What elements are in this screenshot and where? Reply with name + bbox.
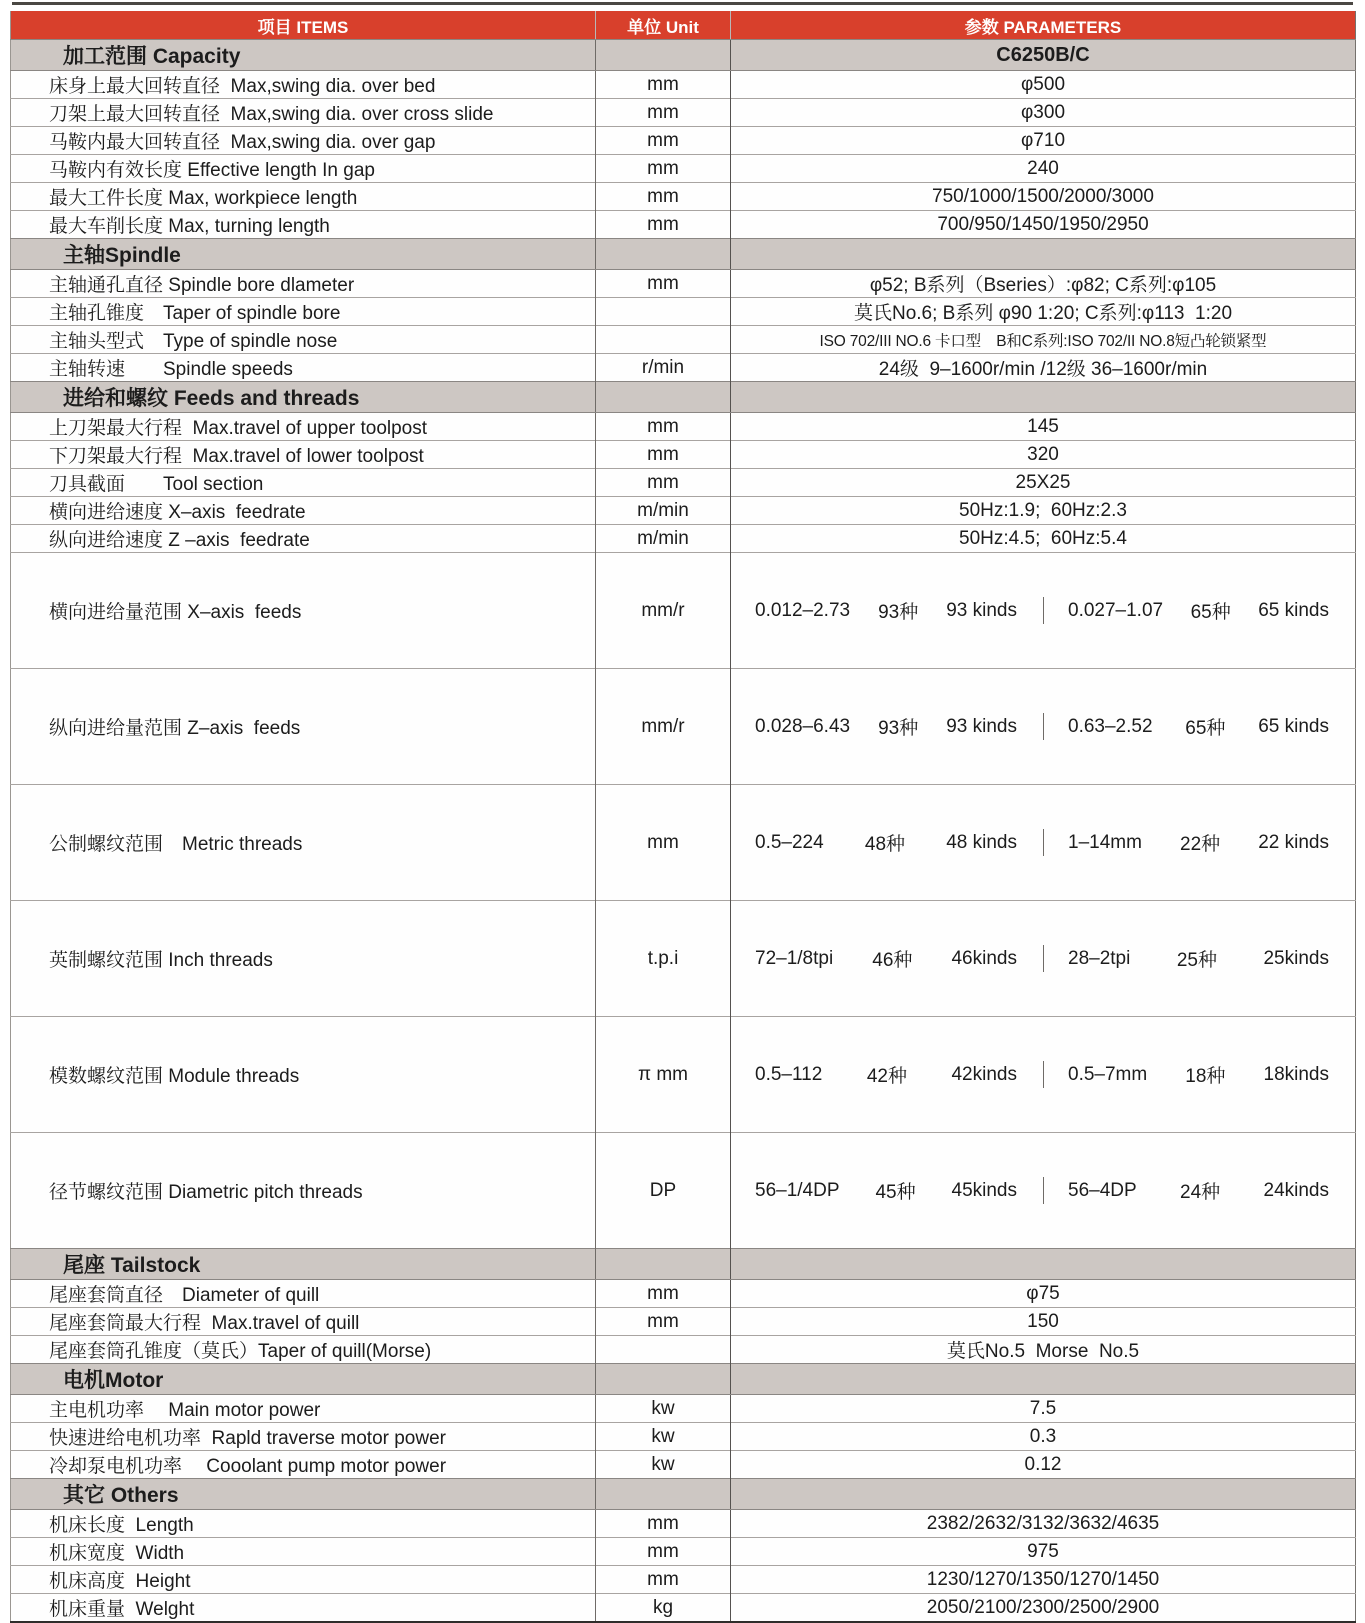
unit-cell: mm bbox=[596, 1510, 731, 1538]
kinds-count-cn: 93种 bbox=[878, 718, 919, 739]
item-cell: 床身上最大回转直径 Max,swing dia. over bed bbox=[11, 71, 596, 99]
param-cell: 2050/2100/2300/2500/2900 bbox=[731, 1594, 1356, 1623]
section-unit-cell bbox=[596, 382, 731, 413]
param-cell: φ52; B系列（Bseries）:φ82; C系列:φ105 bbox=[731, 270, 1356, 298]
param-cell: 50Hz:1.9; 60Hz:2.3 bbox=[731, 497, 1356, 525]
spec-row bbox=[11, 1451, 1356, 1479]
range-value: 56–1/4DP bbox=[755, 1179, 840, 1201]
kinds-count-cn: 24种 bbox=[1180, 1182, 1221, 1203]
unit-cell: mm bbox=[596, 1308, 731, 1336]
item-cell: 马鞍内最大回转直径 Max,swing dia. over gap bbox=[11, 127, 596, 155]
kinds-count-cn: 42种 bbox=[866, 1066, 907, 1087]
unit-cell: m/min bbox=[596, 525, 731, 553]
item-cell: 快速进给电机功率 Rapld traverse motor power bbox=[11, 1423, 596, 1451]
section-param: C6250B/C bbox=[731, 40, 1356, 71]
kinds-count-cn: 22种 bbox=[1180, 834, 1221, 855]
spec-row bbox=[11, 1566, 1356, 1594]
section-param bbox=[731, 382, 1356, 413]
param-cell: φ500 bbox=[731, 71, 1356, 99]
header-items: 项目 ITEMS bbox=[11, 11, 596, 40]
param-right-half bbox=[1043, 945, 1355, 972]
spec-row bbox=[11, 270, 1356, 298]
unit-cell: mm bbox=[596, 211, 731, 239]
unit-cell: kw bbox=[596, 1451, 731, 1479]
spec-table-body bbox=[11, 40, 1356, 1623]
item-cell: 主轴头型式 Type of spindle nose bbox=[11, 326, 596, 354]
item-cell: 主轴孔锥度 Taper of spindle bore bbox=[11, 298, 596, 326]
item-cell: 机床重量 Welght bbox=[11, 1594, 596, 1623]
section-row bbox=[11, 40, 1356, 71]
spec-row bbox=[11, 211, 1356, 239]
kinds-count-en: 65 kinds bbox=[1258, 599, 1329, 621]
item-cell: 纵向进给量范围 Z–axis feeds bbox=[11, 669, 596, 785]
unit-cell: mm bbox=[596, 270, 731, 298]
param-cell bbox=[731, 901, 1356, 1017]
header-parameters: 参数 PARAMETERS bbox=[731, 11, 1356, 40]
spec-row-split bbox=[11, 1133, 1356, 1249]
kinds-count-en: 25kinds bbox=[1263, 947, 1329, 969]
item-cell: 下刀架最大行程 Max.travel of lower toolpost bbox=[11, 441, 596, 469]
param-cell: 750/1000/1500/2000/3000 bbox=[731, 183, 1356, 211]
param-cell: 2382/2632/3132/3632/4635 bbox=[731, 1510, 1356, 1538]
kinds-count-cn: 93种 bbox=[878, 602, 919, 623]
unit-cell: mm bbox=[596, 413, 731, 441]
param-cell: 700/950/1450/1950/2950 bbox=[731, 211, 1356, 239]
spec-row bbox=[11, 1423, 1356, 1451]
header-unit: 单位 Unit bbox=[596, 11, 731, 40]
item-cell: 机床长度 Length bbox=[11, 1510, 596, 1538]
param-cell: 50Hz:4.5; 60Hz:5.4 bbox=[731, 525, 1356, 553]
param-left-half bbox=[731, 713, 1043, 740]
section-label: 进给和螺纹 Feeds and threads bbox=[11, 382, 596, 413]
item-cell: 英制螺纹范围 Inch threads bbox=[11, 901, 596, 1017]
unit-cell: mm bbox=[596, 183, 731, 211]
param-left-half bbox=[731, 1177, 1043, 1204]
section-label: 电机Motor bbox=[11, 1364, 596, 1395]
kinds-count-en: 22 kinds bbox=[1258, 831, 1329, 853]
item-cell: 机床宽度 Width bbox=[11, 1538, 596, 1566]
param-cell: 240 bbox=[731, 155, 1356, 183]
section-unit-cell bbox=[596, 1249, 731, 1280]
spec-row bbox=[11, 1510, 1356, 1538]
unit-cell: t.p.i bbox=[596, 901, 731, 1017]
param-cell: 150 bbox=[731, 1308, 1356, 1336]
spec-row bbox=[11, 155, 1356, 183]
unit-cell: mm bbox=[596, 71, 731, 99]
unit-cell: mm bbox=[596, 99, 731, 127]
spec-row bbox=[11, 127, 1356, 155]
kinds-count-cn: 18种 bbox=[1185, 1066, 1226, 1087]
kinds-count-cn: 65种 bbox=[1190, 602, 1231, 623]
param-right-half bbox=[1043, 829, 1355, 856]
section-row bbox=[11, 1364, 1356, 1395]
spec-row-split bbox=[11, 553, 1356, 669]
section-unit-cell bbox=[596, 239, 731, 270]
spec-row bbox=[11, 1308, 1356, 1336]
param-cell: φ300 bbox=[731, 99, 1356, 127]
item-cell: 尾座套筒最大行程 Max.travel of quill bbox=[11, 1308, 596, 1336]
section-param bbox=[731, 239, 1356, 270]
item-cell: 冷却泵电机功率 Cooolant pump motor power bbox=[11, 1451, 596, 1479]
spec-row bbox=[11, 525, 1356, 553]
top-edge-line bbox=[12, 2, 1353, 5]
kinds-count-en: 45kinds bbox=[951, 1179, 1017, 1201]
item-cell: 上刀架最大行程 Max.travel of upper toolpost bbox=[11, 413, 596, 441]
param-cell bbox=[731, 669, 1356, 785]
spec-row bbox=[11, 1538, 1356, 1566]
param-cell bbox=[731, 1133, 1356, 1249]
spec-row-split bbox=[11, 669, 1356, 785]
section-unit-cell bbox=[596, 1479, 731, 1510]
unit-cell bbox=[596, 1336, 731, 1364]
param-cell: 975 bbox=[731, 1538, 1356, 1566]
spec-row bbox=[11, 497, 1356, 525]
item-cell: 横向进给速度 X–axis feedrate bbox=[11, 497, 596, 525]
param-cell bbox=[731, 553, 1356, 669]
param-cell bbox=[731, 785, 1356, 901]
section-unit-cell bbox=[596, 40, 731, 71]
kinds-count-cn: 25种 bbox=[1176, 950, 1217, 971]
spec-row bbox=[11, 441, 1356, 469]
range-value: 0.5–224 bbox=[755, 831, 824, 853]
unit-cell: mm bbox=[596, 441, 731, 469]
kinds-count-en: 93 kinds bbox=[946, 599, 1017, 621]
item-cell: 马鞍内有效长度 Effective length In gap bbox=[11, 155, 596, 183]
kinds-count-en: 48 kinds bbox=[946, 831, 1017, 853]
section-param bbox=[731, 1364, 1356, 1395]
spec-row-split bbox=[11, 1017, 1356, 1133]
kinds-count-en: 24kinds bbox=[1263, 1179, 1329, 1201]
spec-table bbox=[10, 11, 1356, 1623]
kinds-count-en: 18kinds bbox=[1263, 1063, 1329, 1085]
kinds-count-en: 65 kinds bbox=[1258, 715, 1329, 737]
spec-row bbox=[11, 71, 1356, 99]
section-label: 加工范围 Capacity bbox=[11, 40, 596, 71]
range-value: 0.012–2.73 bbox=[755, 599, 851, 621]
param-cell bbox=[731, 1017, 1356, 1133]
section-param bbox=[731, 1479, 1356, 1510]
unit-cell: kg bbox=[596, 1594, 731, 1623]
range-value: 56–4DP bbox=[1068, 1179, 1137, 1201]
spec-row-split bbox=[11, 785, 1356, 901]
param-cell: 7.5 bbox=[731, 1395, 1356, 1423]
range-value: 1–14mm bbox=[1068, 831, 1142, 853]
item-cell: 尾座套筒直径 Diameter of quill bbox=[11, 1280, 596, 1308]
kinds-count-en: 46kinds bbox=[951, 947, 1017, 969]
spec-row bbox=[11, 326, 1356, 354]
kinds-count-en: 93 kinds bbox=[946, 715, 1017, 737]
item-cell: 横向进给量范围 X–axis feeds bbox=[11, 553, 596, 669]
range-value: 0.5–7mm bbox=[1068, 1063, 1148, 1085]
unit-cell: mm bbox=[596, 785, 731, 901]
param-cell: 0.12 bbox=[731, 1451, 1356, 1479]
unit-cell bbox=[596, 326, 731, 354]
unit-cell: m/min bbox=[596, 497, 731, 525]
unit-cell: mm bbox=[596, 127, 731, 155]
param-cell: 0.3 bbox=[731, 1423, 1356, 1451]
unit-cell: mm bbox=[596, 1538, 731, 1566]
range-value: 0.028–6.43 bbox=[755, 715, 851, 737]
section-row bbox=[11, 1479, 1356, 1510]
unit-cell: π mm bbox=[596, 1017, 731, 1133]
spec-row bbox=[11, 1594, 1356, 1623]
param-left-half bbox=[731, 945, 1043, 972]
unit-cell: mm bbox=[596, 1280, 731, 1308]
item-cell: 纵向进给速度 Z –axis feedrate bbox=[11, 525, 596, 553]
spec-row bbox=[11, 298, 1356, 326]
section-row bbox=[11, 1249, 1356, 1280]
section-label: 其它 Others bbox=[11, 1479, 596, 1510]
spec-row bbox=[11, 413, 1356, 441]
spec-row bbox=[11, 183, 1356, 211]
param-right-half bbox=[1043, 713, 1355, 740]
unit-cell: DP bbox=[596, 1133, 731, 1249]
unit-cell: r/min bbox=[596, 354, 731, 382]
item-cell: 最大车削长度 Max, turning length bbox=[11, 211, 596, 239]
range-value: 0.63–2.52 bbox=[1068, 715, 1153, 737]
table-header-row bbox=[11, 11, 1356, 40]
section-unit-cell bbox=[596, 1364, 731, 1395]
kinds-count-cn: 46种 bbox=[872, 950, 913, 971]
param-cell: 25X25 bbox=[731, 469, 1356, 497]
item-cell: 最大工件长度 Max, workpiece length bbox=[11, 183, 596, 211]
param-left-half bbox=[731, 829, 1043, 856]
section-label: 主轴Spindle bbox=[11, 239, 596, 270]
unit-cell: kw bbox=[596, 1395, 731, 1423]
range-value: 0.5–112 bbox=[755, 1063, 823, 1085]
section-row bbox=[11, 382, 1356, 413]
kinds-count-cn: 48种 bbox=[864, 834, 906, 855]
unit-cell: mm bbox=[596, 155, 731, 183]
spec-row-split bbox=[11, 901, 1356, 1017]
item-cell: 刀具截面 Tool section bbox=[11, 469, 596, 497]
unit-cell: mm bbox=[596, 1566, 731, 1594]
param-cell: 24级 9–1600r/min /12级 36–1600r/min bbox=[731, 354, 1356, 382]
range-value: 0.027–1.07 bbox=[1068, 599, 1164, 621]
spec-row bbox=[11, 1336, 1356, 1364]
item-cell: 刀架上最大回转直径 Max,swing dia. over cross slide bbox=[11, 99, 596, 127]
param-cell: φ710 bbox=[731, 127, 1356, 155]
param-right-half bbox=[1043, 597, 1355, 624]
spec-row bbox=[11, 1395, 1356, 1423]
param-right-half bbox=[1043, 1177, 1355, 1204]
item-cell: 主轴转速 Spindle speeds bbox=[11, 354, 596, 382]
param-cell: 145 bbox=[731, 413, 1356, 441]
param-cell: 320 bbox=[731, 441, 1356, 469]
item-cell: 公制螺纹范围 Metric threads bbox=[11, 785, 596, 901]
unit-cell: mm/r bbox=[596, 669, 731, 785]
unit-cell: mm/r bbox=[596, 553, 731, 669]
param-cell: φ75 bbox=[731, 1280, 1356, 1308]
item-cell: 尾座套筒孔锥度（莫氏）Taper of quill(Morse) bbox=[11, 1336, 596, 1364]
range-value: 72–1/8tpi bbox=[755, 947, 834, 969]
section-label: 尾座 Tailstock bbox=[11, 1249, 596, 1280]
kinds-count-en: 42kinds bbox=[951, 1063, 1017, 1085]
item-cell: 主电机功率 Main motor power bbox=[11, 1395, 596, 1423]
range-value: 28–2tpi bbox=[1068, 947, 1131, 969]
spec-row bbox=[11, 354, 1356, 382]
param-right-half bbox=[1043, 1061, 1355, 1088]
param-cell: 1230/1270/1350/1270/1450 bbox=[731, 1566, 1356, 1594]
item-cell: 主轴通孔直径 Spindle bore dlameter bbox=[11, 270, 596, 298]
param-left-half bbox=[731, 597, 1043, 624]
section-row bbox=[11, 239, 1356, 270]
spec-row bbox=[11, 469, 1356, 497]
spec-row bbox=[11, 99, 1356, 127]
item-cell: 机床高度 Height bbox=[11, 1566, 596, 1594]
section-param bbox=[731, 1249, 1356, 1280]
unit-cell: kw bbox=[596, 1423, 731, 1451]
unit-cell bbox=[596, 298, 731, 326]
param-cell: 莫氏No.5 Morse No.5 bbox=[731, 1336, 1356, 1364]
param-left-half bbox=[731, 1061, 1043, 1088]
unit-cell: mm bbox=[596, 469, 731, 497]
spec-row bbox=[11, 1280, 1356, 1308]
param-cell: 莫氏No.6; B系列 φ90 1:20; C系列:φ113 1:20 bbox=[731, 298, 1356, 326]
item-cell: 模数螺纹范围 Module threads bbox=[11, 1017, 596, 1133]
kinds-count-cn: 65种 bbox=[1185, 718, 1226, 739]
param-cell: ISO 702/III NO.6 卡口型 B和C系列:ISO 702/II NO.8短凸轮锁紧型 bbox=[731, 326, 1356, 354]
kinds-count-cn: 45种 bbox=[875, 1182, 916, 1203]
item-cell: 径节螺纹范围 Diametric pitch threads bbox=[11, 1133, 596, 1249]
